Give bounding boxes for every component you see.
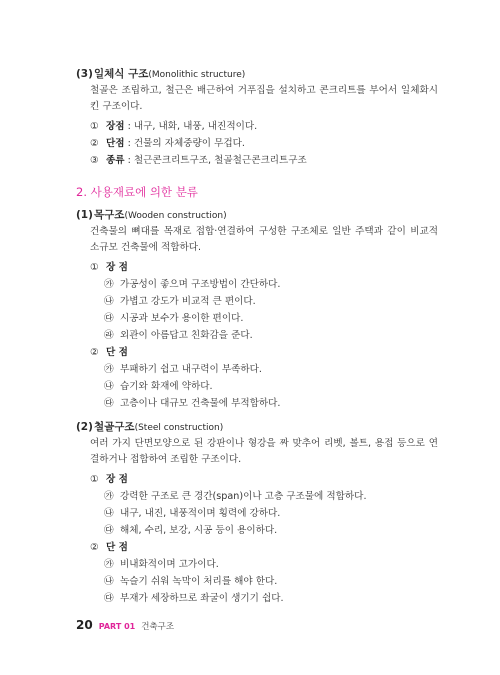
steel-disadvantages-heading: ② 단 점: [90, 542, 128, 553]
steel-disadvantage-item: ㉰ 부재가 세장하므로 좌굴이 생기기 쉽다.: [104, 593, 284, 604]
steel-advantage-item: ㉯ 내구, 내진, 내풍적이며 횡력에 강하다.: [104, 508, 281, 519]
page-footer: [76, 614, 174, 633]
section-heading-materials: 2. 사용재료에 의한 분류: [76, 185, 198, 199]
wooden-advantage-item: ㉰ 시공과 보수가 용이한 편이다.: [104, 313, 244, 324]
steel-advantage-item: ㉮ 강력한 구조로 큰 경간(span)이나 고층 구조물에 적합하다.: [104, 491, 367, 502]
heading-monolithic: (3)일체식 구조(Monolithic structure): [76, 68, 246, 80]
monolithic-types: ③ 종류 : 철근콘크리트구조, 철골철근콘크리트구조: [90, 155, 307, 166]
steel-advantage-item: ㉰ 해체, 수리, 보강, 시공 등이 용이하다.: [104, 525, 278, 536]
steel-disadvantage-item: ㉯ 녹슬기 쉬워 녹막이 처리를 해야 한다.: [104, 576, 278, 587]
steel-advantages-heading: ① 장 점: [90, 474, 128, 485]
heading-wooden: (1)목구조(Wooden construction): [76, 209, 227, 221]
steel-description: 여러 가지 단면모양으로 된 강판이나 형강을 짜 맞추어 리벳, 볼트, 용접 등으로 연결하거나 접합하여 조립한 구조이다.: [90, 438, 438, 465]
wooden-disadvantage-item: ㉰ 고층이나 대규모 건축물에 부적합하다.: [104, 398, 281, 409]
wooden-advantages-heading: ① 장 점: [90, 262, 128, 273]
wooden-advantage-item: ㉯ 가볍고 강도가 비교적 큰 편이다.: [104, 296, 256, 307]
wooden-disadvantage-item: ㉮ 부패하기 쉽고 내구력이 부족하다.: [104, 364, 262, 375]
wooden-disadvantage-item: ㉯ 습기와 화재에 약하다.: [104, 381, 213, 392]
monolithic-description: 철골은 조립하고, 철근은 배근하여 거푸집을 설치하고 콘크리트를 부어서 일체화시킨 구조이다.: [90, 85, 438, 112]
wooden-advantage-item: ㉮ 가공성이 좋으며 구조방법이 간단하다.: [104, 279, 281, 290]
heading-steel: (2)철골구조(Steel construction): [76, 421, 224, 433]
wooden-advantage-item: ㉱ 외관이 아름답고 친화감을 준다.: [104, 330, 253, 341]
page-number: 20: [76, 618, 93, 632]
monolithic-disadvantage: ② 단점 : 건물의 자체중량이 무겁다.: [90, 138, 245, 149]
wooden-description: 건축물의 뼈대를 목재로 접합·연결하여 구성한 구조체로 일반 주택과 같이 비교적 소규모 건축물에 적합하다.: [90, 226, 438, 253]
chapter-title: 건축구조: [141, 622, 175, 632]
part-label: PART 01: [98, 622, 136, 631]
monolithic-advantage: ① 장점 : 내구, 내화, 내풍, 내진적이다.: [90, 121, 258, 132]
steel-disadvantage-item: ㉮ 비내화적이며 고가이다.: [104, 559, 219, 570]
wooden-disadvantages-heading: ② 단 점: [90, 347, 128, 358]
